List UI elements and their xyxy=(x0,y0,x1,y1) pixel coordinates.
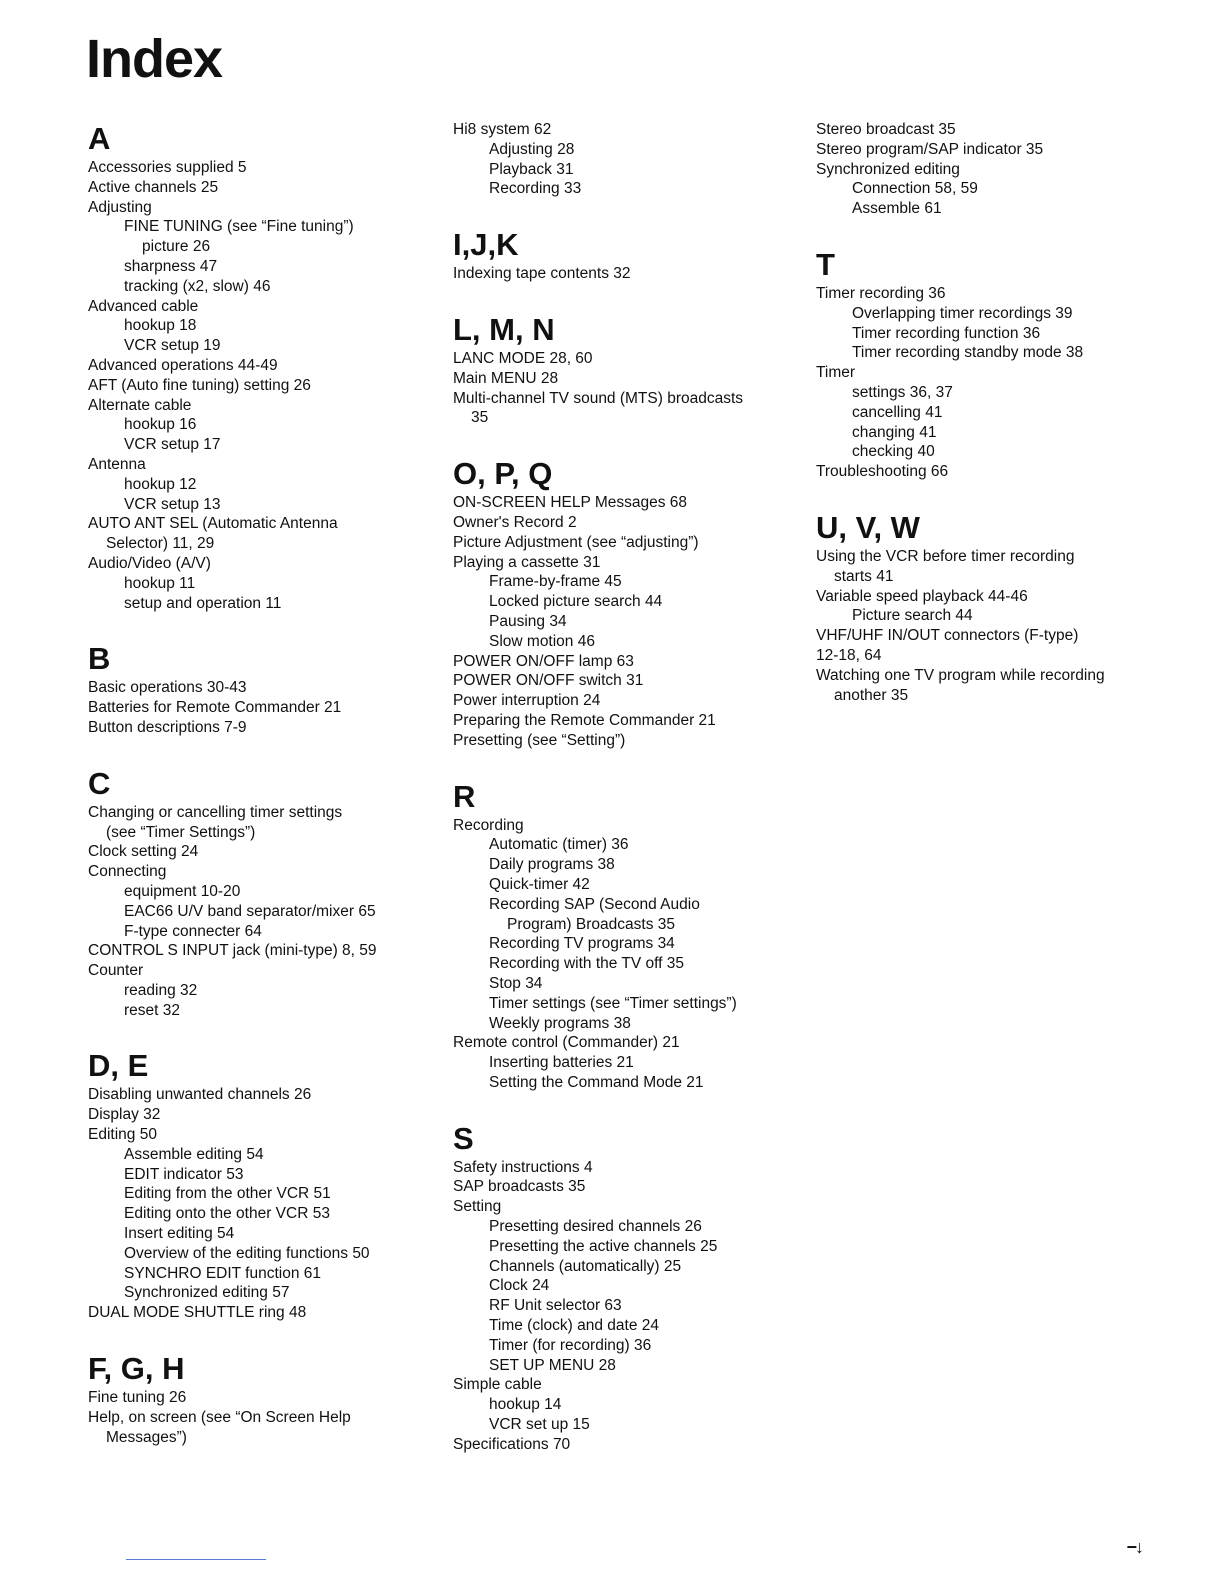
index-entry: Assemble 61 xyxy=(852,200,942,218)
index-entry: VCR setup 13 xyxy=(124,495,221,513)
index-entry: Time (clock) and date 24 xyxy=(489,1317,660,1335)
index-entry: Counter xyxy=(88,962,144,980)
section-gap xyxy=(88,1020,438,1047)
footer-rule xyxy=(126,1559,266,1560)
index-entry: Help, on screen (see “On Screen Help xyxy=(88,1408,351,1426)
section-letter: F, G, H xyxy=(88,1351,185,1387)
index-entry: VCR setup 19 xyxy=(124,337,221,355)
index-entry: SAP broadcasts 35 xyxy=(453,1178,586,1196)
index-section xyxy=(453,778,803,1093)
section-gap xyxy=(88,738,438,765)
index-entry: EAC66 U/V band separator/mixer 65 xyxy=(124,902,376,920)
section-letter: U, V, W xyxy=(816,509,920,545)
index-entry: Clock setting 24 xyxy=(88,843,199,861)
index-entry: Pausing 34 xyxy=(489,612,567,630)
index-section xyxy=(816,509,1166,705)
index-entry: ON-SCREEN HELP Messages 68 xyxy=(453,494,688,512)
index-entry: Button descriptions 7-9 xyxy=(88,718,247,736)
index-entry: SET UP MENU 28 xyxy=(489,1356,616,1374)
index-entry: Recording with the TV off 35 xyxy=(489,955,685,973)
index-entry: Quick-timer 42 xyxy=(489,875,590,893)
index-entry: Insert editing 54 xyxy=(124,1225,235,1243)
index-entry: Troubleshooting 66 xyxy=(816,463,949,481)
index-entry: Timer recording 36 xyxy=(816,284,946,302)
index-entry: Main MENU 28 xyxy=(453,369,559,387)
index-entry: RF Unit selector 63 xyxy=(489,1297,622,1315)
index-entry: Adjusting xyxy=(88,198,152,216)
index-column-3 xyxy=(816,120,1166,705)
index-entry: Locked picture search 44 xyxy=(489,593,663,611)
index-entry: Indexing tape contents 32 xyxy=(453,265,631,283)
index-section xyxy=(816,120,1166,219)
index-entry: Timer settings (see “Timer settings”) xyxy=(489,994,737,1012)
index-entry: Timer (for recording) 36 xyxy=(489,1336,652,1354)
index-entry: Using the VCR before timer recording xyxy=(816,547,1075,565)
index-entry: Adjusting 28 xyxy=(489,140,575,158)
index-entry: Synchronized editing 57 xyxy=(124,1284,290,1302)
index-entry: reset 32 xyxy=(124,1001,181,1019)
index-entry: EDIT indicator 53 xyxy=(124,1165,244,1183)
index-entry: DUAL MODE SHUTTLE ring 48 xyxy=(88,1304,307,1322)
section-gap xyxy=(88,1323,438,1350)
index-entry: hookup 11 xyxy=(124,574,196,592)
index-entry: Editing 50 xyxy=(88,1126,157,1144)
index-entry: Power interruption 24 xyxy=(453,692,601,710)
index-entry: Stop 34 xyxy=(489,974,543,992)
index-entry: Timer xyxy=(816,364,856,382)
index-entry: Basic operations 30-43 xyxy=(88,679,247,697)
section-letter: T xyxy=(816,246,835,282)
index-section xyxy=(453,226,803,284)
index-entry: settings 36, 37 xyxy=(852,383,953,401)
index-entry: changing 41 xyxy=(852,423,937,441)
index-entry: Presetting (see “Setting”) xyxy=(453,731,626,749)
index-entry: Hi8 system 62 xyxy=(453,121,552,138)
index-entry: Disabling unwanted channels 26 xyxy=(88,1086,312,1104)
index-entry: Watching one TV program while recording xyxy=(816,666,1105,684)
index-entry: Assemble editing 54 xyxy=(124,1145,264,1163)
section-letter: B xyxy=(88,641,111,677)
index-entry: Display 32 xyxy=(88,1106,161,1124)
index-entry: another 35 xyxy=(834,686,909,704)
page-title: Index xyxy=(86,29,223,89)
index-entry: Fine tuning 26 xyxy=(88,1389,187,1407)
index-entry: Setting xyxy=(453,1198,502,1216)
index-entry: starts 41 xyxy=(834,567,894,585)
index-entry: hookup 14 xyxy=(489,1396,562,1414)
index-entry: Connecting xyxy=(88,863,167,881)
section-letter: C xyxy=(88,765,111,801)
index-section xyxy=(453,311,803,428)
section-gap xyxy=(453,284,803,311)
index-entry: 12-18, 64 xyxy=(816,646,882,664)
index-entry: checking 40 xyxy=(852,443,935,461)
section-gap xyxy=(453,199,803,226)
index-entry: Program) Broadcasts 35 xyxy=(507,915,675,933)
index-entry: Owner's Record 2 xyxy=(453,513,577,531)
section-gap xyxy=(453,428,803,455)
index-section xyxy=(88,1350,438,1447)
index-entry: cancelling 41 xyxy=(852,403,943,421)
index-entry: SYNCHRO EDIT function 61 xyxy=(124,1264,321,1282)
index-entry: Recording SAP (Second Audio xyxy=(489,895,700,913)
index-entry: Advanced operations 44-49 xyxy=(88,356,278,374)
index-entry: Batteries for Remote Commander 21 xyxy=(88,699,342,717)
section-gap xyxy=(816,219,1166,246)
index-entry: Audio/Video (A/V) xyxy=(88,554,211,572)
index-entry: Channels (automatically) 25 xyxy=(489,1257,682,1275)
section-letter: A xyxy=(88,121,111,156)
index-entry: Slow motion 46 xyxy=(489,632,595,650)
index-entry: Stereo broadcast 35 xyxy=(816,121,956,138)
index-entry: Advanced cable xyxy=(88,297,199,315)
index-entry: LANC MODE 28, 60 xyxy=(453,349,593,367)
index-entry: Preparing the Remote Commander 21 xyxy=(453,711,716,729)
section-letter: O, P, Q xyxy=(453,456,553,492)
index-entry: Recording xyxy=(453,816,524,834)
index-entry: Alternate cable xyxy=(88,396,192,414)
section-letter: L, M, N xyxy=(453,311,555,347)
index-entry: POWER ON/OFF switch 31 xyxy=(453,672,644,690)
index-entry: Safety instructions 4 xyxy=(453,1158,593,1176)
index-entry: Messages”) xyxy=(106,1428,187,1446)
index-entry: Frame-by-frame 45 xyxy=(489,573,622,591)
index-entry: Daily programs 38 xyxy=(489,856,615,874)
index-entry: equipment 10-20 xyxy=(124,882,241,900)
index-section xyxy=(88,640,438,737)
index-section xyxy=(816,246,1166,482)
index-entry: VCR setup 17 xyxy=(124,436,221,454)
index-entry: tracking (x2, slow) 46 xyxy=(124,277,271,295)
index-entry: Weekly programs 38 xyxy=(489,1014,631,1032)
index-entry: Active channels 25 xyxy=(88,178,219,196)
index-entry: AFT (Auto fine tuning) setting 26 xyxy=(88,376,311,394)
index-entry: FINE TUNING (see “Fine tuning”) xyxy=(124,218,354,236)
index-entry: Antenna xyxy=(88,455,146,473)
section-letter: D, E xyxy=(88,1048,149,1084)
index-entry: Timer recording standby mode 38 xyxy=(852,344,1084,362)
index-entry: Picture Adjustment (see “adjusting”) xyxy=(453,533,699,551)
index-entry: Presetting desired channels 26 xyxy=(489,1218,702,1236)
index-entry: POWER ON/OFF lamp 63 xyxy=(453,652,634,670)
index-column-1 xyxy=(88,120,438,1447)
index-entry: Picture search 44 xyxy=(852,607,973,625)
index-section xyxy=(88,1047,438,1323)
section-letter: R xyxy=(453,778,476,814)
index-entry: Connection 58, 59 xyxy=(852,180,978,198)
index-entry: CONTROL S INPUT jack (mini-type) 8, 59 xyxy=(88,942,377,960)
index-entry: setup and operation 11 xyxy=(124,594,282,612)
index-entry: Playback 31 xyxy=(489,160,574,178)
index-entry: picture 26 xyxy=(142,238,211,256)
page-number: −↓ xyxy=(1126,1537,1142,1557)
index-entry: Synchronized editing xyxy=(816,160,960,178)
index-section xyxy=(88,765,438,1021)
index-entry: F-type connecter 64 xyxy=(124,922,262,940)
index-entry: VCR set up 15 xyxy=(489,1416,590,1434)
index-entry: (see “Timer Settings”) xyxy=(106,823,256,841)
index-entry: Variable speed playback 44-46 xyxy=(816,587,1028,605)
index-entry: Editing onto the other VCR 53 xyxy=(124,1205,330,1223)
index-entry: sharpness 47 xyxy=(124,257,218,275)
index-entry: Recording 33 xyxy=(489,180,582,198)
section-gap xyxy=(453,751,803,778)
index-section xyxy=(453,120,803,199)
index-entry: Clock 24 xyxy=(489,1277,550,1295)
index-section xyxy=(453,455,803,750)
section-gap xyxy=(453,1093,803,1120)
section-letter: I,J,K xyxy=(453,227,519,263)
index-entry: Stereo program/SAP indicator 35 xyxy=(816,140,1044,158)
index-entry: Playing a cassette 31 xyxy=(453,553,601,571)
index-entry: hookup 12 xyxy=(124,475,197,493)
index-entry: Simple cable xyxy=(453,1376,542,1394)
index-entry: Inserting batteries 21 xyxy=(489,1054,634,1072)
index-entry: Multi-channel TV sound (MTS) broadcasts xyxy=(453,389,744,407)
index-section xyxy=(88,120,438,613)
index-entry: Changing or cancelling timer settings xyxy=(88,803,343,821)
index-entry: Setting the Command Mode 21 xyxy=(489,1073,704,1091)
index-entry: VHF/UHF IN/OUT connectors (F-type) xyxy=(816,627,1079,645)
index-entry: 35 xyxy=(471,409,489,427)
section-gap xyxy=(816,482,1166,509)
index-entry: Selector) 11, 29 xyxy=(106,535,215,553)
index-entry: Overview of the editing functions 50 xyxy=(124,1244,370,1262)
index-section xyxy=(453,1120,803,1455)
index-entry: AUTO ANT SEL (Automatic Antenna xyxy=(88,515,338,533)
index-entry: Timer recording function 36 xyxy=(852,324,1041,342)
index-entry: Editing from the other VCR 51 xyxy=(124,1185,331,1203)
index-entry: reading 32 xyxy=(124,981,198,999)
index-entry: hookup 16 xyxy=(124,416,197,434)
section-letter: S xyxy=(453,1120,474,1156)
index-column-2 xyxy=(453,120,803,1455)
index-entry: Automatic (timer) 36 xyxy=(489,836,629,854)
index-entry: Accessories supplied 5 xyxy=(88,159,247,176)
section-gap xyxy=(88,613,438,640)
index-entry: Presetting the active channels 25 xyxy=(489,1237,718,1255)
index-entry: Overlapping timer recordings 39 xyxy=(852,304,1073,322)
index-entry: hookup 18 xyxy=(124,317,197,335)
index-entry: Recording TV programs 34 xyxy=(489,935,675,953)
index-entry: Specifications 70 xyxy=(453,1435,571,1453)
index-entry: Remote control (Commander) 21 xyxy=(453,1034,680,1052)
